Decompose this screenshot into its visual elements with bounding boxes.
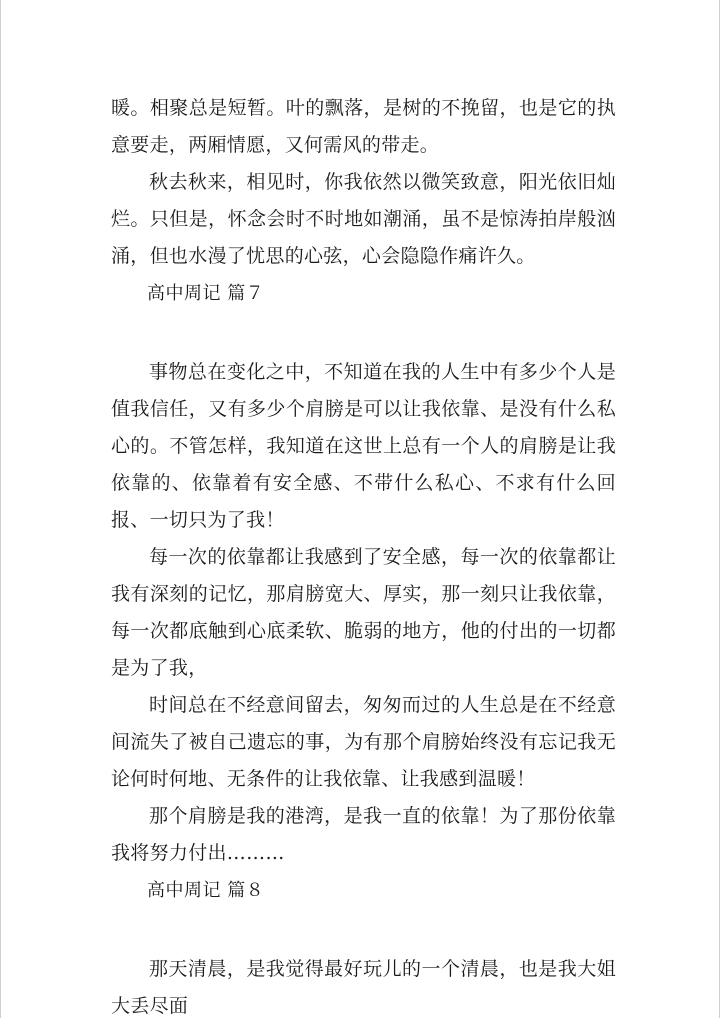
paragraph-7: 那天清晨，是我觉得最好玩儿的一个清晨，也是我大姐大丢尽面 [111, 958, 616, 1017]
section-heading-7: 高中周记 篇７ [147, 283, 265, 304]
section-heading-8: 高中周记 篇８ [147, 880, 265, 901]
spacer [111, 312, 616, 354]
paragraph-6: 那个肩膀是我的港湾，是我一直的依靠！为了那份依靠我将努力付出……… [111, 805, 616, 864]
paragraph-2: 秋去秋来，相见时，你我依然以微笑致意，阳光依旧灿烂。只但是，怀念会时不时地如潮涌，虽不是惊涛拍岸般汹涌，但也水漫了忧思的心弦，心会隐隐作痛许久。 [111, 171, 616, 267]
paragraph-5: 时间总在不经意间留去，匆匆而过的人生总是在不经意间流失了被自己遗忘的事，为有那个肩膀始终没有忘记我无论何时何地、无条件的让我依靠、让我感到温暖！ [111, 694, 616, 790]
paragraph-3: 事物总在变化之中，不知道在我的人生中有多少个人是值我信任，又有多少个肩膀是可以让我依靠、是没有什么私心的。不管怎样，我知道在这世上总有一个人的肩膀是让我依靠的、依靠着有安全感、不带什么私心、不求有什么回报、一切只为了我！ [111, 361, 616, 531]
paragraph-4: 每一次的依靠都让我感到了安全感，每一次的依靠都让我有深刻的记忆，那肩膀宽大、厚实，那一刻只让我依靠，每一次都底触到心底柔软、脆弱的地方，他的付出的一切都是为了我， [111, 546, 616, 679]
document-body [111, 90, 616, 1025]
spacer [111, 909, 616, 951]
paragraph-1: 暖。相聚总是短暂。叶的飘落，是树的不挽留，也是它的执意要走，两厢情愿，又何需风的带走。 [111, 97, 616, 156]
